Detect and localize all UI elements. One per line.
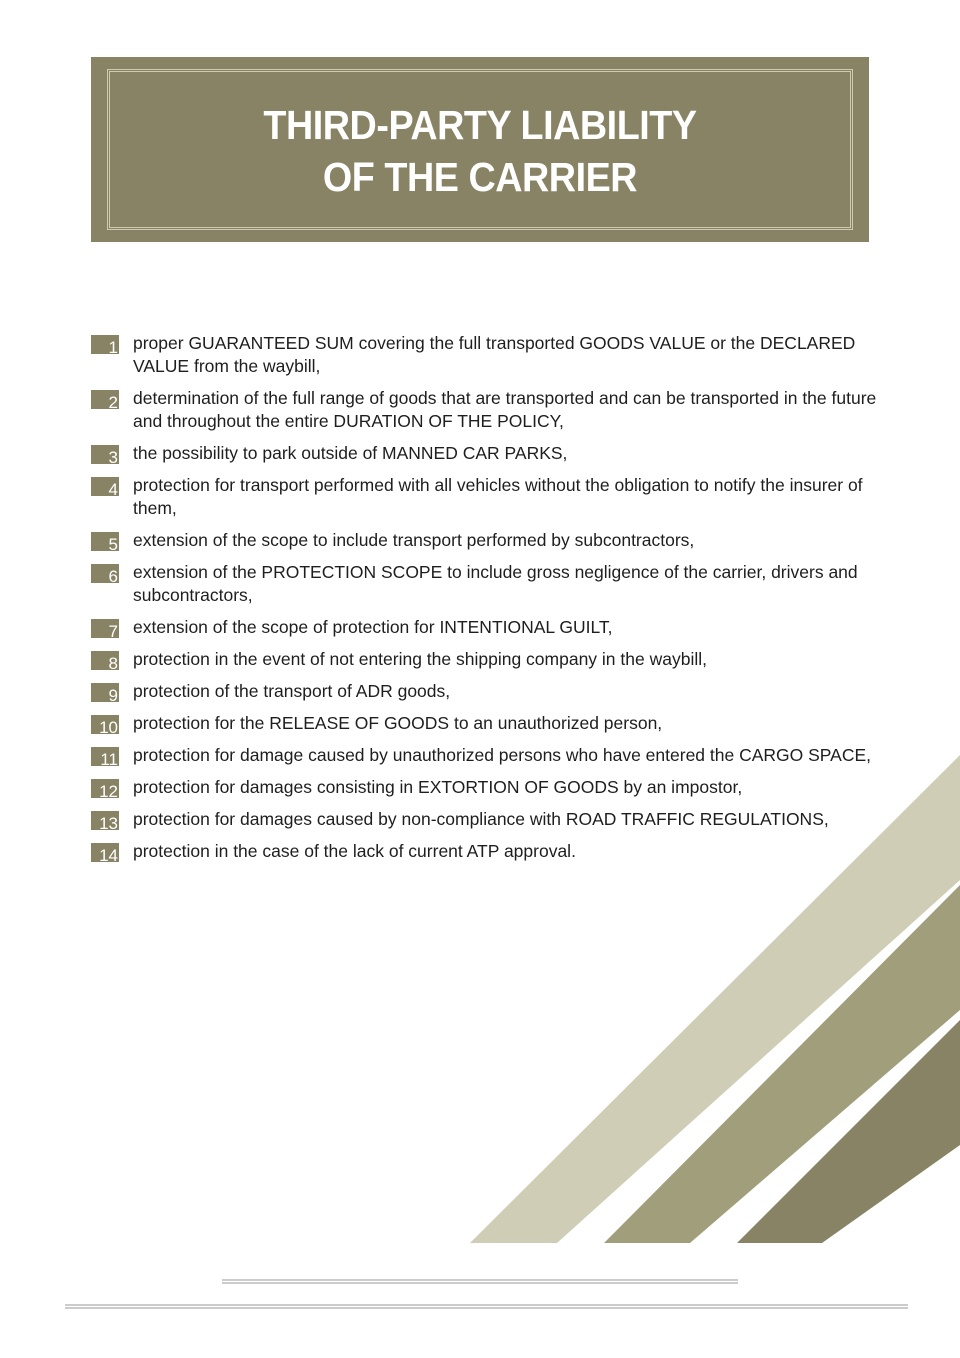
list-item	[91, 808, 881, 831]
item-text: extension of the scope of protection for INTENTIONAL GUILT,	[133, 617, 613, 637]
item-text: protection for the RELEASE OF GOODS to an unauthorized person,	[133, 713, 663, 733]
coverage-list	[91, 332, 881, 872]
item-number: 8	[91, 651, 119, 670]
list-item	[91, 387, 881, 433]
item-number: 13	[91, 811, 119, 830]
footer-ornament-long	[65, 1305, 908, 1308]
item-text: protection for damage caused by unauthorized persons who have entered the CARGO SPACE,	[133, 745, 872, 765]
footer-ornament-short	[222, 1280, 738, 1283]
list-item	[91, 648, 881, 671]
item-number: 12	[91, 779, 119, 798]
list-item	[91, 561, 881, 607]
item-number: 4	[91, 477, 119, 496]
item-text: proper GUARANTEED SUM covering the full transported GOODS VALUE or the DECLARED VALUE from the waybill,	[133, 333, 856, 376]
list-item	[91, 744, 881, 767]
item-text: extension of the PROTECTION SCOPE to include gross negligence of the carrier, drivers and subcontractors,	[133, 562, 858, 605]
item-number: 1	[91, 335, 119, 354]
list-item	[91, 332, 881, 378]
item-number: 9	[91, 683, 119, 702]
item-text: protection for damages caused by non-compliance with ROAD TRAFFIC REGULATIONS,	[133, 809, 829, 829]
item-text: protection in the case of the lack of current ATP approval.	[133, 841, 576, 861]
page-title-line2: OF THE CARRIER	[322, 154, 638, 200]
list-item	[91, 712, 881, 735]
item-number: 5	[91, 532, 119, 551]
item-text: the possibility to park outside of MANNED CAR PARKS,	[133, 443, 568, 463]
title-banner	[91, 57, 869, 242]
item-text: protection of the transport of ADR goods,	[133, 681, 451, 701]
list-item	[91, 776, 881, 799]
item-number: 6	[91, 564, 119, 583]
item-number: 7	[91, 619, 119, 638]
list-item	[91, 840, 881, 863]
list-item	[91, 442, 881, 465]
item-number: 2	[91, 390, 119, 409]
item-text: protection for transport performed with all vehicles without the obligation to notify the insurer of them,	[133, 475, 863, 518]
list-item	[91, 680, 881, 703]
list-item	[91, 529, 881, 552]
item-number: 14	[91, 843, 119, 862]
item-number: 11	[91, 747, 119, 766]
page-title-line1: THIRD-PARTY LIABILITY	[263, 102, 697, 148]
item-number: 3	[91, 445, 119, 464]
list-item	[91, 616, 881, 639]
item-text: extension of the scope to include transport performed by subcontractors,	[133, 530, 695, 550]
list-item	[91, 474, 881, 520]
item-number: 10	[91, 715, 119, 734]
item-text: protection for damages consisting in EXTORTION OF GOODS by an impostor,	[133, 777, 743, 797]
item-text: protection in the event of not entering the shipping company in the waybill,	[133, 649, 707, 669]
page-title	[122, 99, 838, 203]
item-text: determination of the full range of goods that are transported and can be transported in the future and throughout the entire DURATION OF THE POLICY,	[133, 388, 877, 431]
